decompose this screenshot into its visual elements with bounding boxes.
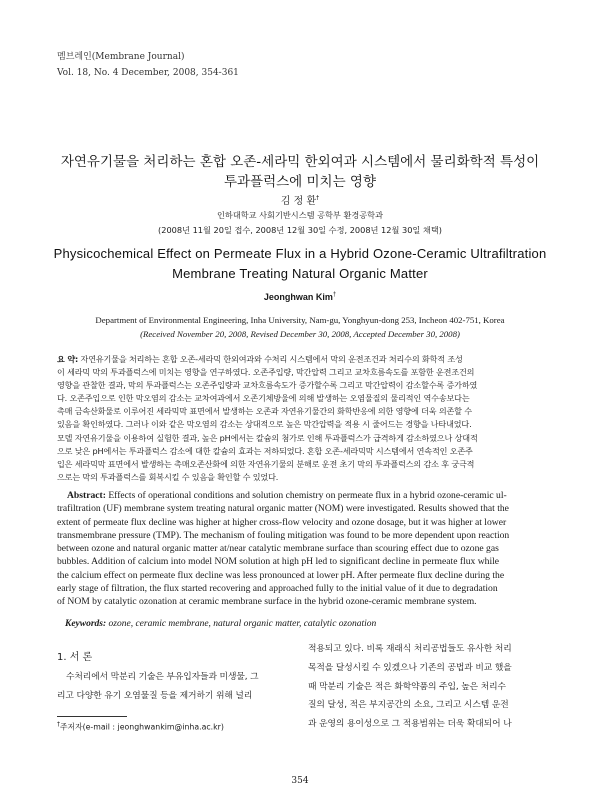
abstract-ko-line: 요 약: 자연유기물을 처리하는 혼합 오존-세라믹 한외여과와 수처리 시스템에서 막의 운전조건과 처리수의 화학적 조성 xyxy=(57,354,463,364)
abstract-en-line: between ozone and natural organic matter at/near catalytic membrane surface than scouring effect due to ozone gas xyxy=(57,543,499,555)
journal-issue: Vol. 18, No. 4 December, 2008, 354-361 xyxy=(57,68,239,78)
abstract-en xyxy=(57,489,545,609)
body-right-column xyxy=(308,640,545,734)
abstract-ko-line: 촉매 금속산화물로 이루어진 세라믹막 표면에서 발생하는 오존과 자연유기물간의 화학반응에 의한 영향에 더욱 의존할 수 xyxy=(57,406,472,417)
title-ko-line2: 투과플럭스에 미치는 영향 xyxy=(223,174,377,190)
affiliation-ko: 인하대학교 사회기반시스템 공학부 환경공학과 xyxy=(217,210,383,220)
body-line: 적용되고 있다. 비록 재래식 처리공법들도 유사한 처리 xyxy=(308,644,512,654)
body-line: 수처리에서 막분리 기술은 부유입자들과 미생물, 그 xyxy=(66,672,259,682)
abstract-en-label: Abstract: xyxy=(67,490,106,501)
abstract-ko-line: 입은 세라믹막 표면에서 발생하는 촉매오존산화에 의한 자연유기물의 분해로 운전 초기 막의 투과플럭스의 감소 후 궁극적 xyxy=(57,458,475,469)
author-ko xyxy=(40,192,560,207)
abstract-ko xyxy=(57,353,545,484)
abstract-ko-line: 이 세라믹 막의 투과플럭스에 미치는 영향을 연구하였다. 오존주입량, 막간압력 그리고 교차흐름속도를 포함한 운전조건의 xyxy=(57,367,475,378)
abstract-ko-label: 요 약: xyxy=(57,354,79,364)
abstract-ko-line: 으로 낮은 pH에서는 투과플럭스 감소에 대한 칼슘의 효과는 저하되었다. 혼합 오존-세라믹막 시스템에서 연속적인 오존주 xyxy=(57,445,473,456)
author-ko-mark: † xyxy=(316,194,320,202)
dates-ko: (2008년 11월 20일 접수, 2008년 12월 30일 수정, 2008년 12월 30일 채택) xyxy=(158,225,442,235)
affiliation-en: Department of Environmental Engineering, Inha University, Nam-gu, Yonghyun-dong 253, Incheon 402-751, Korea xyxy=(95,315,505,325)
abstract-ko-line: 있음을 확인하였다. 그러나 이와 같은 막오염의 감소는 상대적으로 높은 막간압력을 적용 시 줄어드는 경향을 나타내었다. xyxy=(57,419,472,430)
body-line: 목적을 달성시킬 수 있겠으나 기존의 공법과 비교 했을 xyxy=(308,662,512,673)
author-en-mark: † xyxy=(332,292,337,298)
abstract-ko-line: 으로는 막의 투과플럭스를 회복시킬 수 있음을 확인할 수 있었다. xyxy=(57,471,279,482)
footnote-rule xyxy=(57,716,127,717)
abstract-en-line: bubbles. Addition of calcium into model NOM solution at high pH led to significant decline in permeate flux while xyxy=(57,556,500,568)
author-en-name: Jeonghwan Kim xyxy=(263,292,333,302)
footnote-text: 주저자(e-mail : jeonghwankim@inha.ac.kr) xyxy=(60,722,224,732)
author-en xyxy=(40,292,560,302)
keywords-text: ozone, ceramic membrane, natural organic matter, catalytic ozonation xyxy=(108,619,377,629)
abstract-ko-line: 다. 오존주입으로 인한 막오염의 감소는 교차여과에서 오존기체방울에 의해 발생하는 오염물질의 물리적인 역수송보다는 xyxy=(57,393,470,404)
abstract-ko-line: 영향을 관찰한 결과, 막의 투과플럭스는 오존주입량과 교차흐름속도가 증가할수록 그리고 막간압력이 감소할수록 증가하였 xyxy=(57,380,478,391)
footnote xyxy=(57,721,224,733)
abstract-ko-line: 모델 자연유기물을 이용하여 실험한 결과, 높은 pH에서는 칼슘의 첨가로 인해 투과플럭스가 급격하게 감소하였으나 상대적 xyxy=(57,432,478,443)
page-number: 354 xyxy=(291,776,309,786)
author-ko-name: 김 정 환 xyxy=(280,196,317,207)
abstract-en-line: Abstract: Effects of operational conditions and solution chemistry on permeate flux in a hybrid ozone-ceramic ul- xyxy=(67,490,507,501)
title-en-line2: Membrane Treating Natural Organic Matter xyxy=(172,266,428,281)
body-line: 리고 다양한 유기 오염물질 등을 제거하기 위해 널리 xyxy=(57,690,253,701)
abstract-en-line: extent of permeate flux decline was higher at higher cross-flow velocity and ozone dosage, but it was higher at lower xyxy=(57,516,507,528)
body-line: 과 운영의 용이성으로 그 적용범위는 더욱 확대되어 나 xyxy=(308,719,512,730)
keywords xyxy=(57,618,553,631)
abstract-en-line: trafiltration (UF) membrane system treating natural organic matter (NOM) were investigated. Results showed that the xyxy=(57,503,509,515)
body-line: 질의 달성, 적은 부지공간의 소요, 그리고 시스템 운전 xyxy=(308,700,509,711)
journal-name: 멤브레인(Membrane Journal) xyxy=(57,52,185,62)
keywords-label: Keywords: xyxy=(65,619,107,629)
footnote-mark: † xyxy=(57,721,60,728)
body-line: 때 막분리 기술은 적은 화학약품의 주입, 높은 처리수 xyxy=(308,681,506,692)
title-ko-line1: 자연유기물을 처리하는 혼합 오존-세라믹 한외여과 시스템에서 물리화학적 특성이 xyxy=(60,154,540,170)
section-heading: 1. 서 론 xyxy=(57,652,93,663)
abstract-en-line: the calcium effect on permeate flux decline was less pronounced at lower pH. After permeate flux decline during the xyxy=(57,569,505,581)
title-en-line1: Physicochemical Effect on Permeate Flux in a Hybrid Ozone-Ceramic Ultrafiltration xyxy=(53,246,547,261)
abstract-en-line: early stage of filtration, the flux started recovering and approached fully to the initial value of it due to degradation xyxy=(57,583,498,595)
body-left-column xyxy=(57,668,293,706)
abstract-en-line: transmembrane pressure (TMP). The mechanism of fouling mitigation was found to be more dependent upon reaction xyxy=(57,529,510,541)
dates-en: (Received November 20, 2008, Revised December 30, 2008, Accepted December 30, 2008) xyxy=(140,329,460,339)
abstract-en-line: of NOM by catalytic ozonation at ceramic membrane surface in the hybrid ozone-ceramic membrane system. xyxy=(57,596,477,608)
